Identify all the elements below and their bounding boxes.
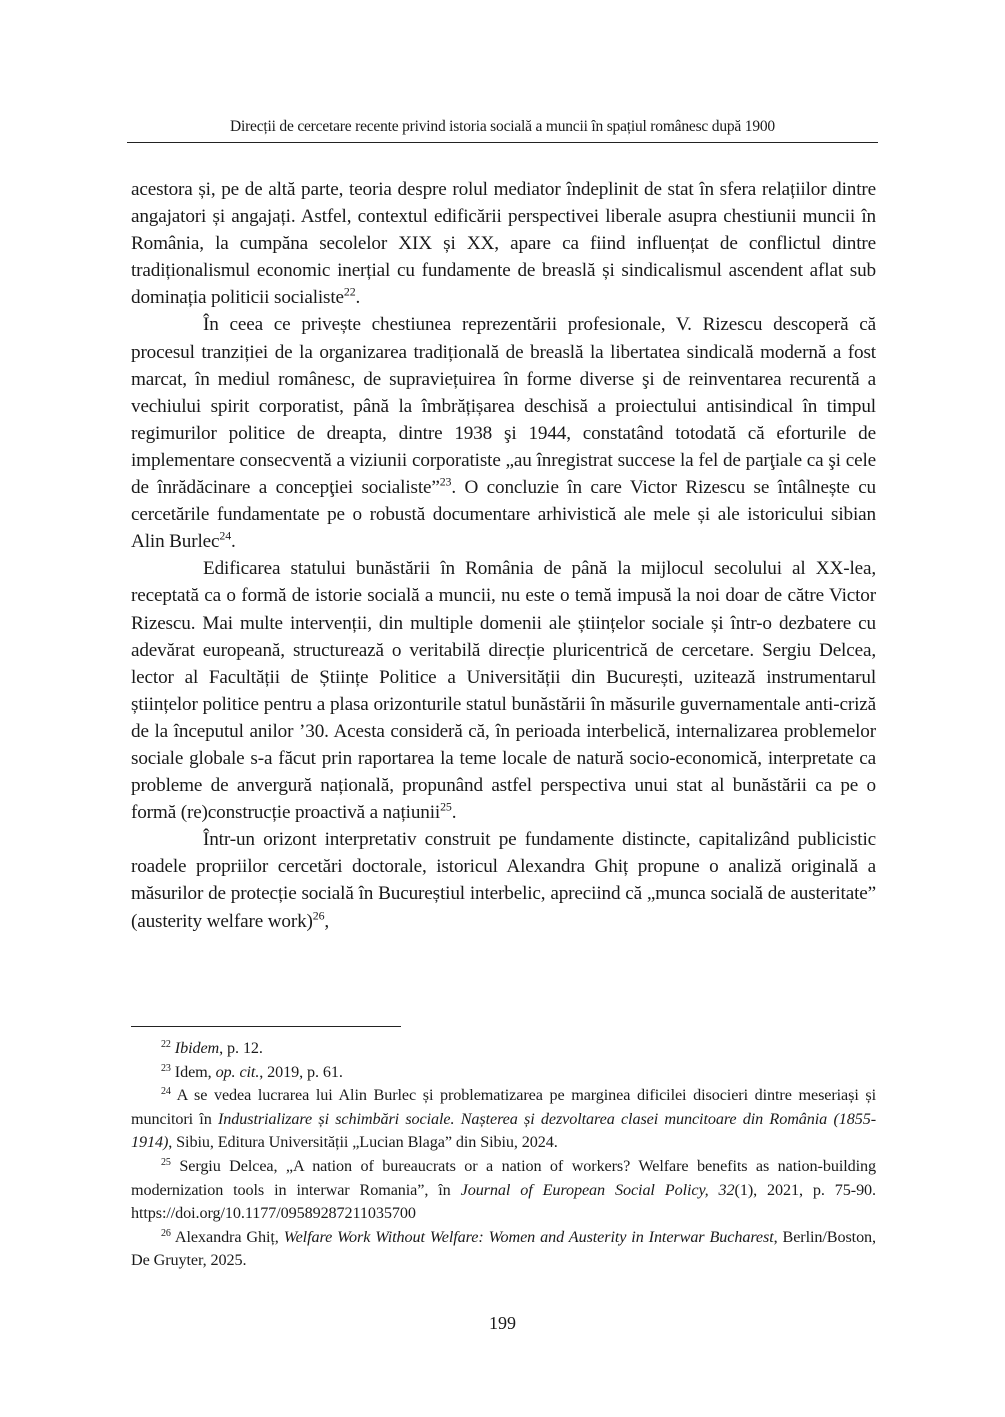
footnote-text: Alexandra Ghiț, — [174, 1227, 284, 1246]
footnote-ref[interactable]: 22 — [343, 285, 356, 299]
footnote-italic-text: Ibidem — [174, 1039, 220, 1057]
paragraph-text: În ceea ce privește chestiunea reprezentării profesionale, V. Rizescu descoperă că procesul tranziției de la organizarea tradițională de breaslă la libertatea sindicală modernă a fost marcat, în mediul românesc, de supraviețuirea în forme diverse şi de reinventarea recurentă a vechiului spirit corporatist, până la îmbrățișarea deschisă a proiectului antisindical în timpul regimurilor politice de dreapta, dintre 1938 şi 1944, constatând totodată că eforturile de implementare consecventă a viziunii corporatiste „au înregistrat succese la fel de parţiale ca şi cele de înrădăcinare a concepţiei socialiste” — [131, 314, 876, 499]
footnote-ref[interactable]: 26 — [312, 908, 325, 923]
page-number: 199 — [489, 1313, 516, 1333]
footnote-italic-text: Journal of European Social Policy, 32 — [460, 1180, 735, 1199]
footnote-italic-text: Welfare Work Without Welfare: Women and Austerity in Interwar Bucharest — [283, 1227, 774, 1246]
paragraph — [131, 311, 876, 555]
footnote-number: 26 — [161, 1227, 171, 1239]
footnote-italic-text: Industrializare și schimbări sociale. Nașterea și dezvoltarea clasei muncitoare din România (1855-1914) — [131, 1109, 876, 1152]
paragraph-text: Edificarea statului bunăstării în România de până la mijlocul secolului al XX-lea, receptată ca o formă de istorie socială a muncii, nu este o temă impusă la noi doar de către Victor Rizescu. Mai multe intervenții, din multiple domenii ale științelor sociale și într-o dezbatere cu adevărat europeană, structurează o veritabilă direcție pluricentrică de cercetare. Sergiu Delcea, lector al Facultății de Științe Politice a Universității din București, uzitează instrumentarul științelor politice pentru a plasa orizonturile statul bunăstării în măsurile guvernamentale anti-criză de la începutul anilor ’30. Acesta consideră că, în perioada interbelică, internalizarea problemelor sociale globale s-a făcut prin raportarea la teme locale de natură socio-economică, interpretate ca probleme de anvergură națională, propunând astfel perspectiva unui stat al bunăstării ca pe o formă (re)construcție proactivă a națiunii — [131, 558, 876, 824]
paragraph-text: . O concluzie în care Victor Rizescu se întâlnește cu cercetările fundamentate pe o robustă documentare arhivistică ale mele și ale istoricului sibian Alin Burlec — [131, 477, 877, 553]
paragraph — [131, 555, 876, 826]
paragraph-text: . — [231, 531, 236, 553]
footnote-number: 23 — [161, 1062, 171, 1074]
footnote-ref[interactable]: 23 — [439, 474, 452, 489]
paragraph-text: acestora și, pe de altă parte, teoria despre rolul mediator îndeplinit de stat în sfera relațiilor dintre angajatori și angajați. Astfel, contextul edificării perspectivei liberale asupra chestiunii muncii în România, la cumpăna secolelor XIX și XX, apare ca fiind influențat de conflictul dintre tradiționalismul economic inerțial cu fundamente de breaslă și sindicalismul ascendent aflat sub dominația politicii socialiste — [131, 179, 876, 309]
footnote-text: (1), 2021, p. 75-90. https://doi.org/10.1177/09589287211035700 — [131, 1180, 876, 1223]
footnote-separator — [131, 1026, 401, 1027]
footnote-italic-text: op. cit. — [215, 1062, 260, 1081]
paragraph-text: , — [324, 910, 330, 932]
paragraph-text: . — [355, 287, 361, 309]
footnote — [131, 1061, 876, 1085]
paragraph — [131, 176, 876, 311]
footnote-number: 22 — [161, 1038, 171, 1050]
footnote-text: , Berlin/Boston, De Gruyter, 2025. — [131, 1227, 877, 1270]
footnote-text: , 2019, p. 61. — [259, 1062, 343, 1081]
footnote — [131, 1037, 876, 1061]
footnote-number: 25 — [161, 1156, 171, 1168]
footnote-text: , Sibiu, Editura Universității „Lucian Blaga” din Sibiu, 2024. — [168, 1133, 558, 1152]
footnotes — [131, 1037, 876, 1273]
paragraph — [131, 826, 876, 934]
running-header: Direcții de cercetare recente privind istoria socială a muncii în spațiul românesc după 1900 — [127, 118, 878, 143]
footnote — [131, 1084, 876, 1155]
footnote-ref[interactable]: 24 — [219, 528, 231, 543]
footnote-number: 24 — [161, 1085, 171, 1097]
footnote — [131, 1226, 876, 1273]
footnote-text: , p. 12. — [219, 1039, 263, 1057]
footnote-text: Idem, — [174, 1062, 216, 1081]
footnote-text: A se vedea lucrarea lui Alin Burlec și problematizarea pe marginea dificilei disocieri dintre meseriași și muncitori în — [131, 1086, 876, 1128]
paragraph-text: . — [451, 802, 457, 824]
body-text — [131, 176, 876, 935]
footnote — [131, 1155, 876, 1226]
footnote-text: Sergiu Delcea, „A nation of bureaucrats or a nation of workers? Welfare benefits as nation-building modernization tools in interwar Romania”, în — [131, 1156, 876, 1199]
paragraph-text: Într-un orizont interpretativ construit pe fundamente distincte, capitalizând publicistic roadele propriilor cercetări doctorale, istoricul Alexandra Ghiț propune o analiză originală a măsurilor de protecție socială în Bucureștiul interbelic, apreciind că „munca socială de austeritate” (austerity welfare work) — [131, 829, 876, 932]
footnote-ref[interactable]: 25 — [440, 799, 452, 814]
